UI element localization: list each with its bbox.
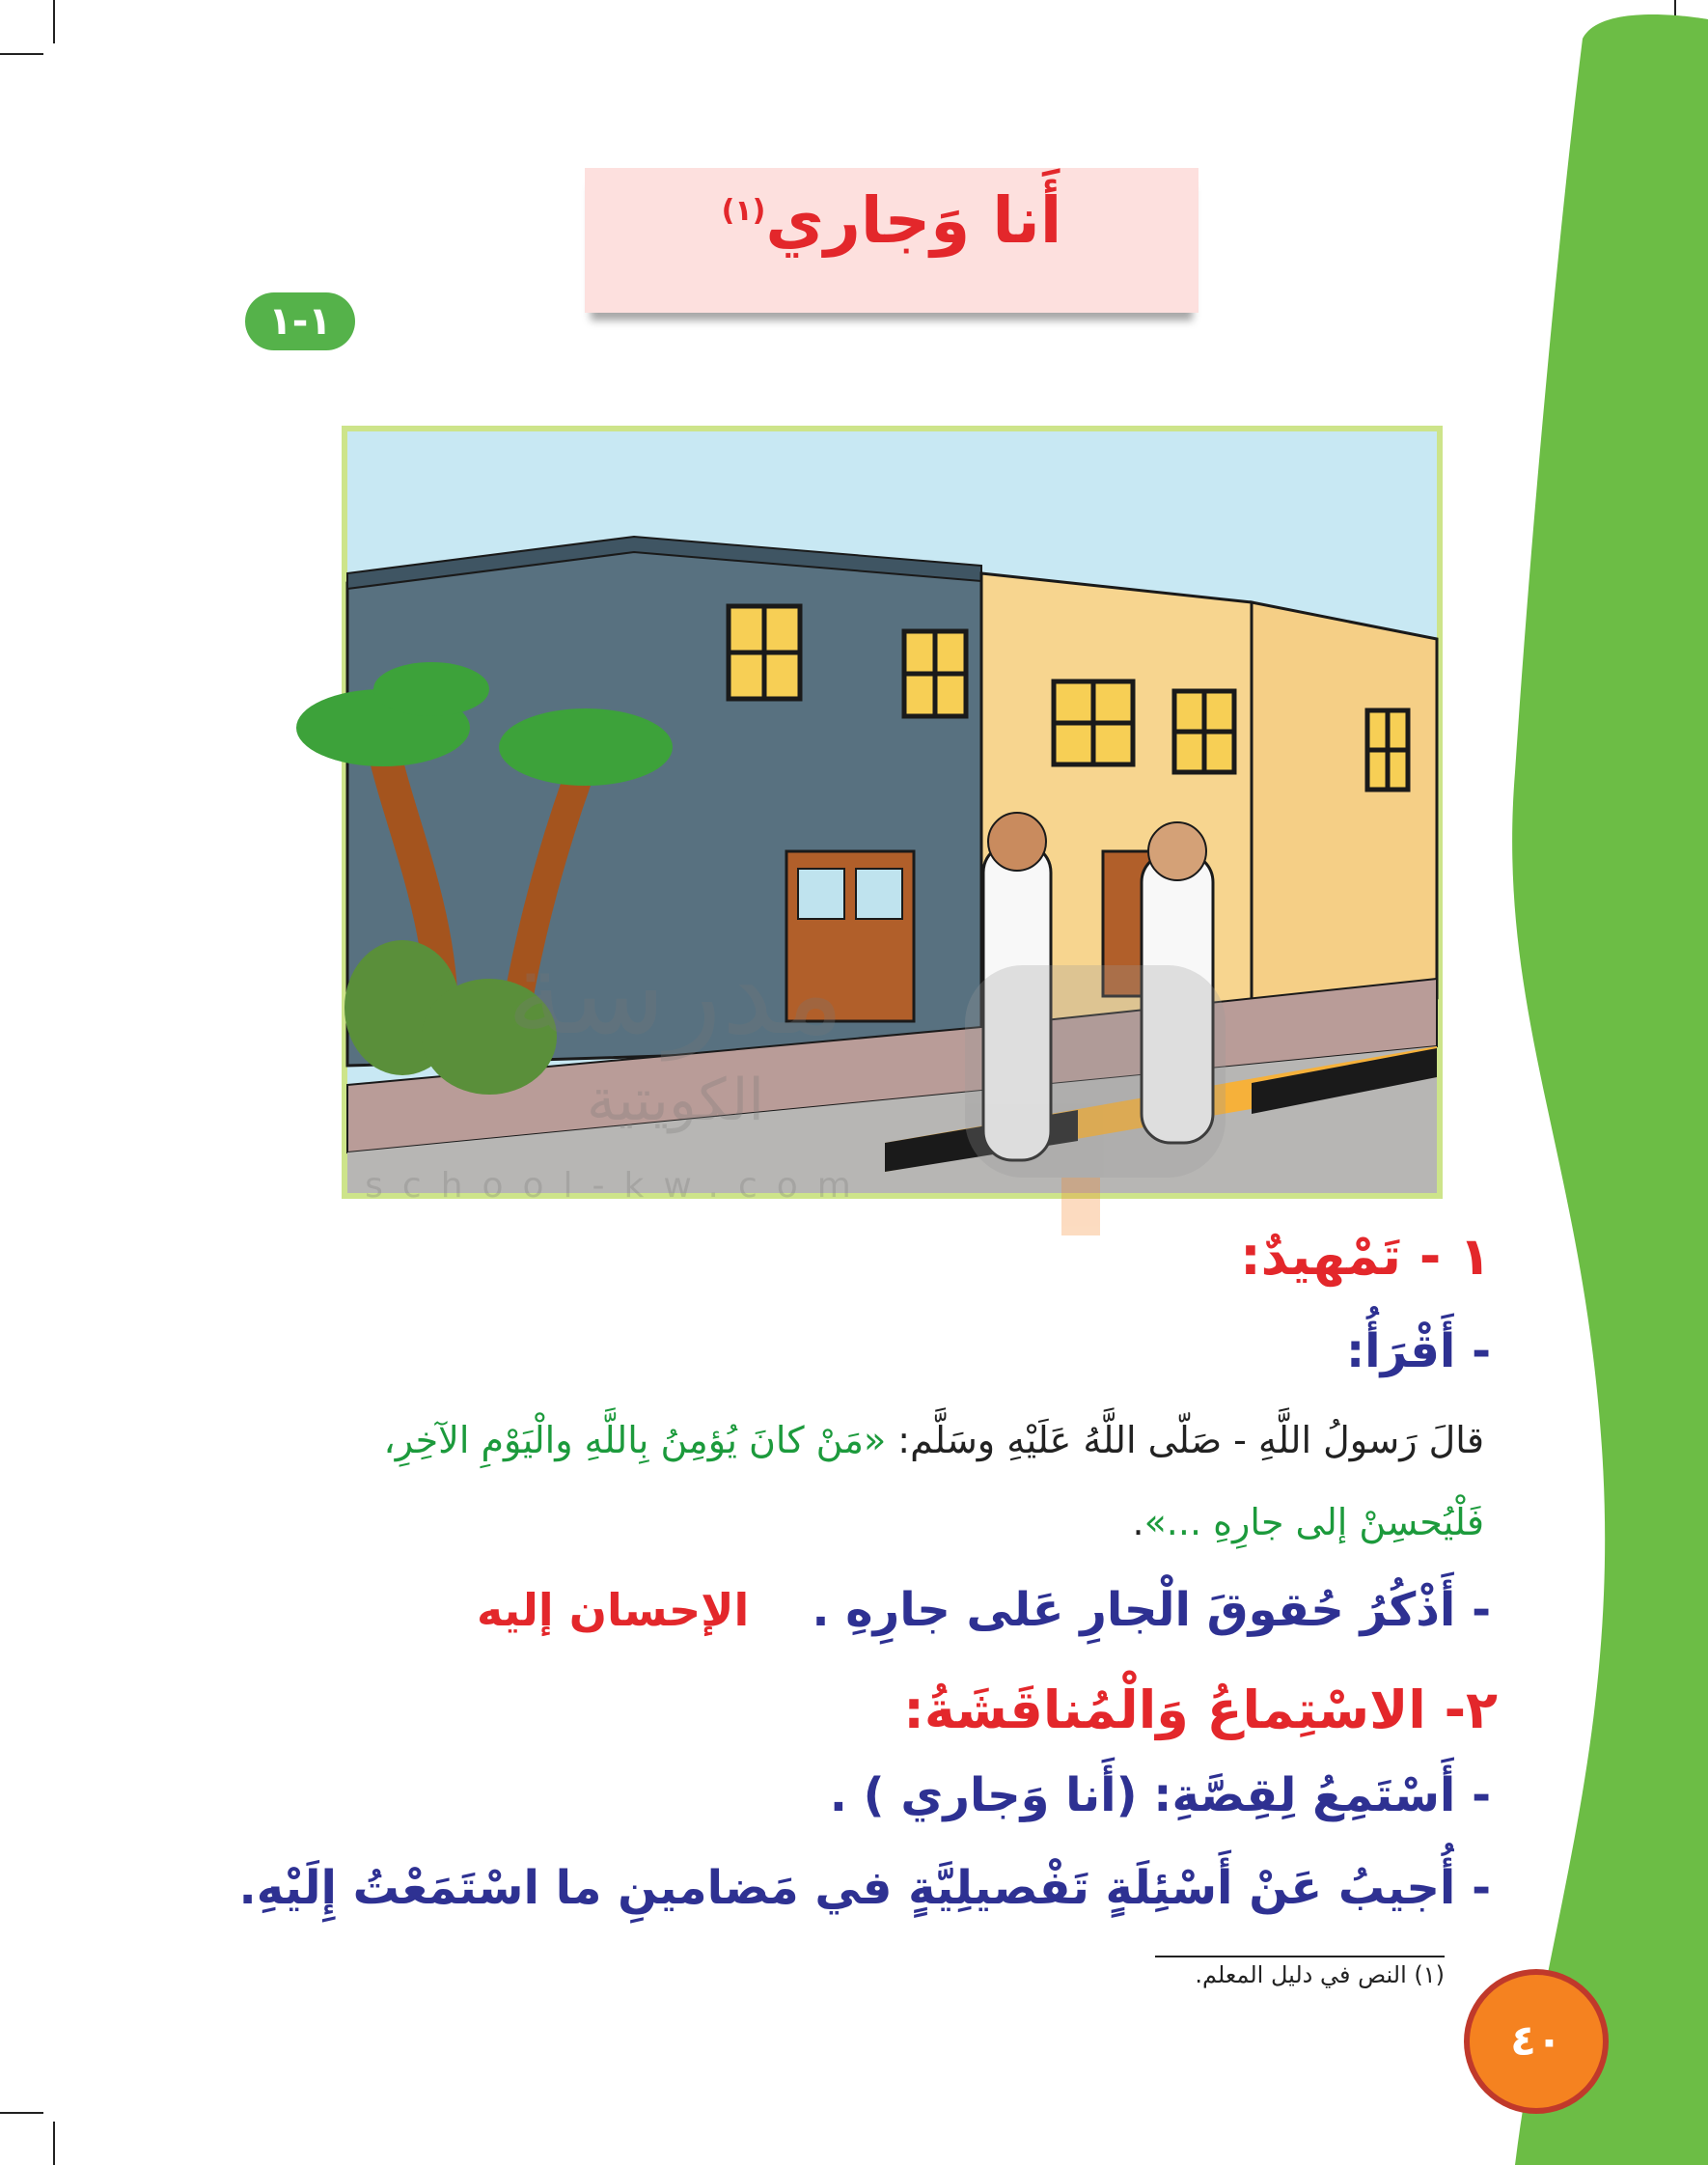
watermark (365, 888, 1351, 1255)
title-footnote-marker: (١) (721, 194, 766, 228)
hadith-quote (230, 1419, 1484, 1461)
title-text: أَنا وَجاري (765, 183, 1062, 258)
watermark-brand: مدرسة (506, 927, 845, 1061)
quote-end: . (1132, 1501, 1144, 1543)
crop-mark (53, 2122, 55, 2165)
lesson-badge: ١-١ (245, 292, 355, 350)
page-title (585, 183, 1198, 258)
quote-intro: قالَ رَسولُ اللَّهِ - صَلّى اللَّهُ عَلَيْهِ وسَلَّم: (897, 1419, 1484, 1461)
footnote-divider (1155, 1956, 1445, 1957)
handwritten-answer: الإحسان إليه (476, 1584, 750, 1636)
quote-line2: فَلْيُحسِنْ إلى جارِهِ ...» (1143, 1501, 1484, 1543)
section1-heading: ١ - تَمْهيدٌ: (1240, 1226, 1491, 1287)
crop-mark (53, 0, 55, 43)
side-band (1486, 0, 1708, 2165)
hadith-quote-cont (230, 1501, 1484, 1543)
title-box (585, 168, 1198, 313)
task-line (236, 1583, 1491, 1637)
watermark-url: school-kw.com (365, 1166, 870, 1206)
section2-item1: - أَسْتَمِعُ لِقِصَّةِ: (أَنا وَجاري ) . (829, 1768, 1491, 1822)
crop-mark (0, 53, 43, 55)
task-text: - أَذْكُرُ حُقوقَ الْجارِ عَلى جارِهِ . (812, 1583, 1491, 1637)
quote-line1: «مَنْ كانَ يُؤمِنُ بِاللَّهِ والْيَوْمِ الآخِرِ، (383, 1419, 887, 1461)
section2-heading: ٢- الاسْتِماعُ وَالْمُناقَشَةُ: (903, 1679, 1498, 1740)
watermark-sub: الكويتية (586, 1067, 765, 1134)
page-number: ٤٠ (1464, 1969, 1609, 2114)
crop-mark (0, 2112, 43, 2114)
read-label: - أَقْرَأُ: (1345, 1324, 1491, 1378)
section2-item2: - أُجيبُ عَنْ أَسْئِلَةٍ تَفْصيلِيَّةٍ في مَضامينِ ما اسْتَمَعْتُ إِلَيْهِ. (238, 1861, 1491, 1915)
footnote: (١) النص في دليل المعلم. (1195, 1961, 1445, 1988)
